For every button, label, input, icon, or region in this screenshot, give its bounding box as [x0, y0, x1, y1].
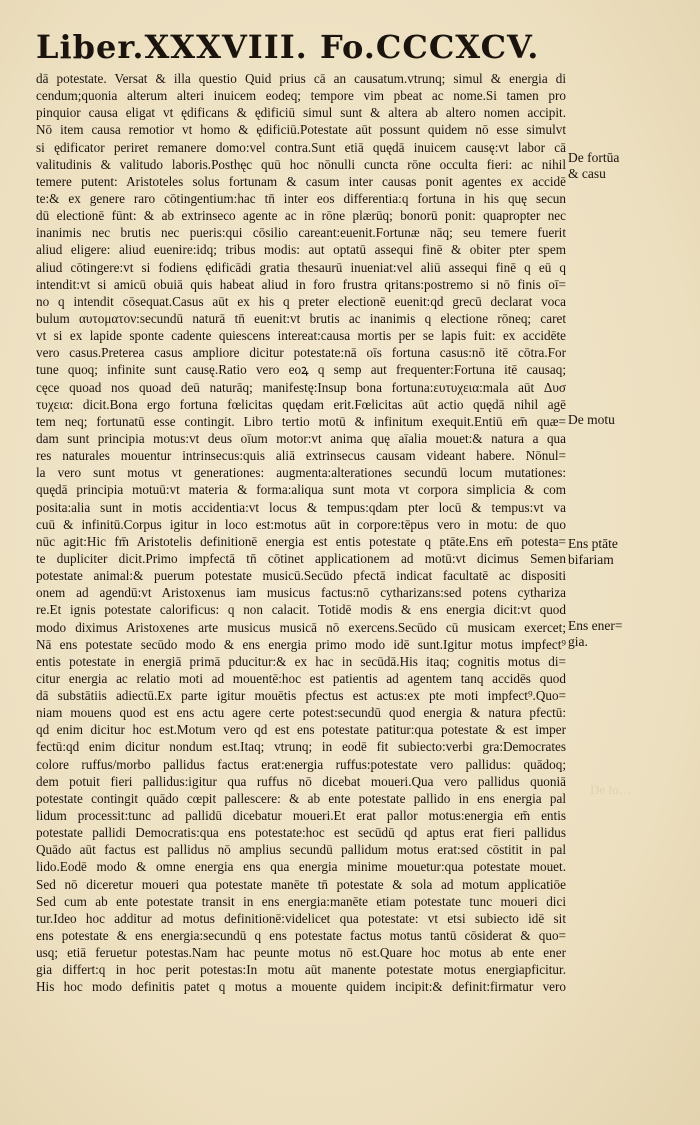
text-line: tune quoq; infinite sunt causę.Ratio vero eoꝝ q semp aut frequenter:Fortuna itē causaq; [36, 362, 566, 378]
text-line: aliud eligere: aliud euenire:idq; tribus modis: aut optatū assequi finē & obiter pter spem [36, 242, 566, 258]
text-line: niam mouens quod est ens actu agere certe potest:secundū quod energia & natura pfectū: [36, 705, 566, 721]
text-line: Sed cum ab ente potestate transit in ens energia:manēte etiam potestate tunc moueri dici [36, 893, 566, 909]
text-line: τυχεια: dicit.Bona ergo fortuna fœlicitas quędam erit.Fœlicitas aūt actio quędā nihil agē [36, 396, 566, 412]
text-line: dū electionē fūnt: & ab extrinseco agente ac in rōne plærūq; bonorū ponit: quapropter nec [36, 208, 566, 224]
text-line: gia differt:q in hoc perit potestas:In motu aūt manente potestate motus energiapficitur. [36, 962, 566, 978]
text-line: lidum processit:tunc ad pallidū dicebatur moueri.Et erat pallor motus:energia em̄ entis [36, 808, 566, 824]
text-line: vero casus.Preterea casus ampliore dicitur potestate:nā oīs fortuna casus:nō itē cōtra.For [36, 345, 566, 361]
margin-note-fortune [568, 150, 658, 182]
text-line: tur.Ideo hoc additur ad motus definitionē:videlicet qua potestate: vt etsi subiecto idē sit [36, 910, 566, 926]
text-line: potestate animal:& puerum potestate musicū.Secūdo pfectā indicat facultatē ac dispositi [36, 568, 566, 584]
text-line: tem neq; fortunatū esse contingit. Libro tertio motū & infinitum exequit.Entiū em̄ quæ= [36, 413, 566, 429]
margin-note-line: Ens ptāte [568, 536, 618, 551]
text-line: vt si ex lapide sponte cadente quiescens intereat:causa mortis per se lapis fuit: ex accidēte [36, 328, 566, 344]
margin-note-line: De fortūa [568, 150, 620, 165]
margin-note-line: gia. [568, 634, 588, 649]
text-line: potestate pallidi Democratis:qua ens potestate:hoc est secūdū qd aptus erat fieri pallidus [36, 825, 566, 841]
text-line: lido.Eodē modo & omne energia ens qua energia minime mouetur:qua potestate mouet. [36, 859, 566, 875]
text-line: inanimis nec brutis nec pueris:qui cōsilio careant:euenit.Fortunæ nāq; seu temere fuerit [36, 225, 566, 241]
text-line: te:& ex genere raro cōtingentium:hac tn̄ inter eos differentia:q fortuna in his quę secun [36, 190, 566, 206]
show-through-text: De lo… [590, 782, 632, 797]
text-line: citur energia ac relatio moti ad mouentē:hoc est patientis ad agentem tanq accidēs quod [36, 670, 566, 686]
text-line: entis potestate in energiā primā pducitur:& ex hac in secūdā.His itaq; cognitis motus di= [36, 653, 566, 669]
text-line: cęce quoad nos quoad deū naturāq; manifestę:Insup bona fortuna:ευτυχεια:mala aūt Δυσ [36, 379, 566, 395]
text-line: modo diximus Aristoxenes arte musicus musicā nō exercens.Secūdo cū musicam exercet; [36, 619, 566, 635]
text-line: res naturales mouentur intrinsecus:quis aliā extrinsecus causam videant habere. Nōnul= [36, 448, 566, 464]
text-line: Sed nō diceretur moueri qua potestate manēte tn̄ potestate & sola ad motum applicatiōe [36, 876, 566, 892]
text-line: colore ruffus/morbo pallidus factus erat:energia ruffus:potestate vero pallidus: quādoq; [36, 756, 566, 772]
margin-note-energy [568, 618, 658, 650]
text-line: dā substātiis adiectū.Ex parte igitur mouētis pfectus est actus:ex pte moti impfect⁹.Quo= [36, 688, 566, 704]
text-line: dem potuit fieri pallidus:igitur qua ruffus nō dicebat moueri.Qua vero pallidus quoniā [36, 773, 566, 789]
margin-note-potential [568, 536, 658, 568]
text-line: cendum;quonia alterum alteri inuicem eodeq; tempore vim pbeat ac nome.Si tamen pro [36, 88, 566, 104]
text-line: onem ad agendū:vt Aristoxenus iam musicus factus:nō cytharizans:sed potens cythariza [36, 585, 566, 601]
text-line: potestate contingit quādo cœpit pallescere: & ab ente potestate pallido in ens energia pal [36, 790, 566, 806]
text-line: pinquior causa eligat vt ędificans & ędificiū simul sunt & altera ab altero nomen accipit. [36, 105, 566, 121]
text-line: re.Et ignis potestate calorificus: q non calacit. Totidē modis & ens energia dicit:vt quod [36, 602, 566, 618]
text-line: si ędificator periret remanere domo:vel contra.Sunt etiā quędā inuicem causę:vt labor cā [36, 139, 566, 155]
folio-number: Fo.CCCXCV. [320, 28, 540, 66]
text-line: Quādo aūt factus est pallidus nō amplius secundū pallidum motus erat:sed cōstitit in pal [36, 842, 566, 858]
book-number: Liber.XXXVIII. [36, 28, 308, 66]
running-header [36, 22, 556, 70]
text-line: temere putent: Aristoteles solus fortunam & casum inter causas ponit agentes ex accidē [36, 173, 566, 189]
text-line: la vero sunt motus vt generationes: augmenta:alterationes secundū locum mutationes: [36, 465, 566, 481]
text-line: posita:alia sunt in motis accidentia:vt locus & tempus:qdam pter locū & tempus:vt va [36, 499, 566, 515]
margin-note-line: & casu [568, 166, 606, 181]
main-text-column [36, 70, 566, 996]
text-line: no q intendit cōsequat.Casus aūt ex his q preter electionē euenit:qd grecū declarat voca [36, 293, 566, 309]
text-line: cuū & infinitū.Corpus igitur in loco est:motus aūt in corpore:tēpus vero in motu: de quo [36, 516, 566, 532]
margin-note-line: De motu [568, 412, 615, 427]
text-line: qd enim dicitur hoc est.Motum vero qd est ens potestate patitur:qua potestate & est imper [36, 722, 566, 738]
text-line: dā potestate. Versat & illa questio Quid prius cā an causatum.vtrunq; simul & energia di [36, 71, 566, 86]
text-line: Nā ens potestate secūdo modo & ens energia primo modo idē sunt.Igitur motus impfect⁹ [36, 636, 566, 652]
text-line: ens potestate & ens energia:secundū q ens potestate factus motus tantū cōsiderat & quo= [36, 928, 566, 944]
margin-note-line: bifariam [568, 552, 614, 567]
text-line: fectū:qd enim dicitur nondum est.Itaq; vtrunq; in eodē fit subiecto:verbi gra:Democrates [36, 739, 566, 755]
text-line: usq; etiā feruetur potestas.Nam hac peunte motus nō est.Quare hoc motus ab ente ener [36, 945, 566, 961]
margin-note-motion [568, 412, 658, 428]
margin-note-line: Ens ener= [568, 618, 623, 633]
text-line: dam sunt principia motus:vt deus oīum motor:vt anima quę aīalia mouet:& natura a qua [36, 430, 566, 446]
text-line: Nō item causa remotior vt homo & ędificiū.Potestate aūt possunt quidem nō esse simulvt [36, 122, 566, 138]
text-line: valitudinis & valitudo laboris.Posthęc quū hoc nōnulli cuncta rōne occulta fieri: ac nihil [36, 156, 566, 172]
text-line: intendit:vt si amicū obuiā quis habeat aliud in foro frustra qritans:postremo si nō finis oī= [36, 276, 566, 292]
text-line: aliud cōtingere:vt si fodiens ędificādi gratia thesaurū inueniat:vel aliū assequi finē q eū q [36, 259, 566, 275]
text-line: te dupliciter dicit.Primo impfectā tn̄ cōtinet applicationem ad motū:vt dicimus Semen [36, 550, 566, 566]
text-line: nūc agit:Hic fm̄ Aristotelis definitionē energia est entis potestate q ptāte.Ens em̄ potesta= [36, 533, 566, 549]
text-line: bulum αυτοματον:secundū naturā tn̄ euenit:vt brutis ac inanimis q electione rōneq; caret [36, 310, 566, 326]
text-line: quędā principia motuū:vt materia & forma:aliqua sunt mota vt corpora simplicia & com [36, 482, 566, 498]
text-line: His hoc modo definitis patet q motus a mouente quidem incipit:& definit:firmatur vero [36, 979, 566, 995]
